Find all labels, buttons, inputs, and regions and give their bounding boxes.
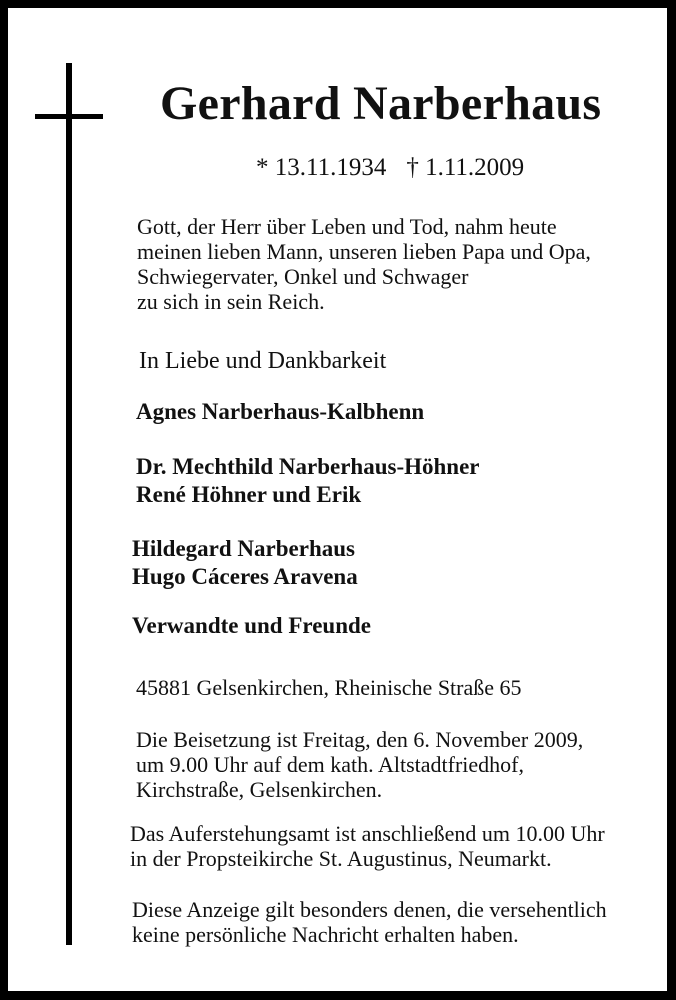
cross-icon-vertical xyxy=(66,63,72,945)
mourner-name: Verwandte und Freunde xyxy=(132,613,371,638)
mourner-group xyxy=(136,453,480,509)
gratitude-line: In Liebe und Dankbarkeit xyxy=(139,348,387,374)
mourner-name: Dr. Mechthild Narberhaus-Höhner xyxy=(136,454,480,479)
intro-line: Schwiegervater, Onkel und Schwager xyxy=(137,264,469,289)
intro-line: meinen lieben Mann, unseren lieben Papa und Opa, xyxy=(137,239,591,264)
birth-date: 13.11.1934 xyxy=(274,154,387,181)
mourner-group xyxy=(132,612,371,640)
mass-line: in der Propsteikirche St. Augustinus, Neumarkt. xyxy=(130,846,552,871)
mourner-group xyxy=(132,535,358,591)
mourner-group xyxy=(136,398,424,426)
obituary-card xyxy=(8,8,667,991)
intro-text xyxy=(137,214,591,314)
mass-info xyxy=(130,821,605,871)
birth-star-icon: * xyxy=(256,154,269,181)
intro-line: Gott, der Herr über Leben und Tod, nahm heute xyxy=(137,214,557,239)
mourner-name: René Höhner und Erik xyxy=(136,482,362,507)
mass-line: Das Auferstehungsamt ist anschließend um 10.00 Uhr xyxy=(130,821,605,846)
deceased-name: Gerhard Narberhaus xyxy=(160,77,602,130)
mourner-name: Hildegard Narberhaus xyxy=(132,536,355,561)
burial-line: um 9.00 Uhr auf dem kath. Altstadtfriedhof, xyxy=(136,752,524,777)
closing-line: Diese Anzeige gilt besonders denen, die versehentlich xyxy=(132,897,607,922)
life-dates xyxy=(256,154,524,182)
mourner-name: Hugo Cáceres Aravena xyxy=(132,564,358,589)
burial-line: Die Beisetzung ist Freitag, den 6. November 2009, xyxy=(136,727,584,752)
intro-line: zu sich in sein Reich. xyxy=(137,289,325,314)
closing-note xyxy=(132,897,607,947)
burial-line: Kirchstraße, Gelsenkirchen. xyxy=(136,777,383,802)
cross-icon-horizontal xyxy=(35,114,103,119)
death-date: 1.11.2009 xyxy=(425,154,525,181)
death-cross-icon: † xyxy=(406,154,419,181)
address: 45881 Gelsenkirchen, Rheinische Straße 65 xyxy=(136,675,522,700)
burial-info xyxy=(136,727,583,802)
mourner-name: Agnes Narberhaus-Kalbhenn xyxy=(136,399,425,424)
closing-line: keine persönliche Nachricht erhalten haben. xyxy=(132,922,519,947)
